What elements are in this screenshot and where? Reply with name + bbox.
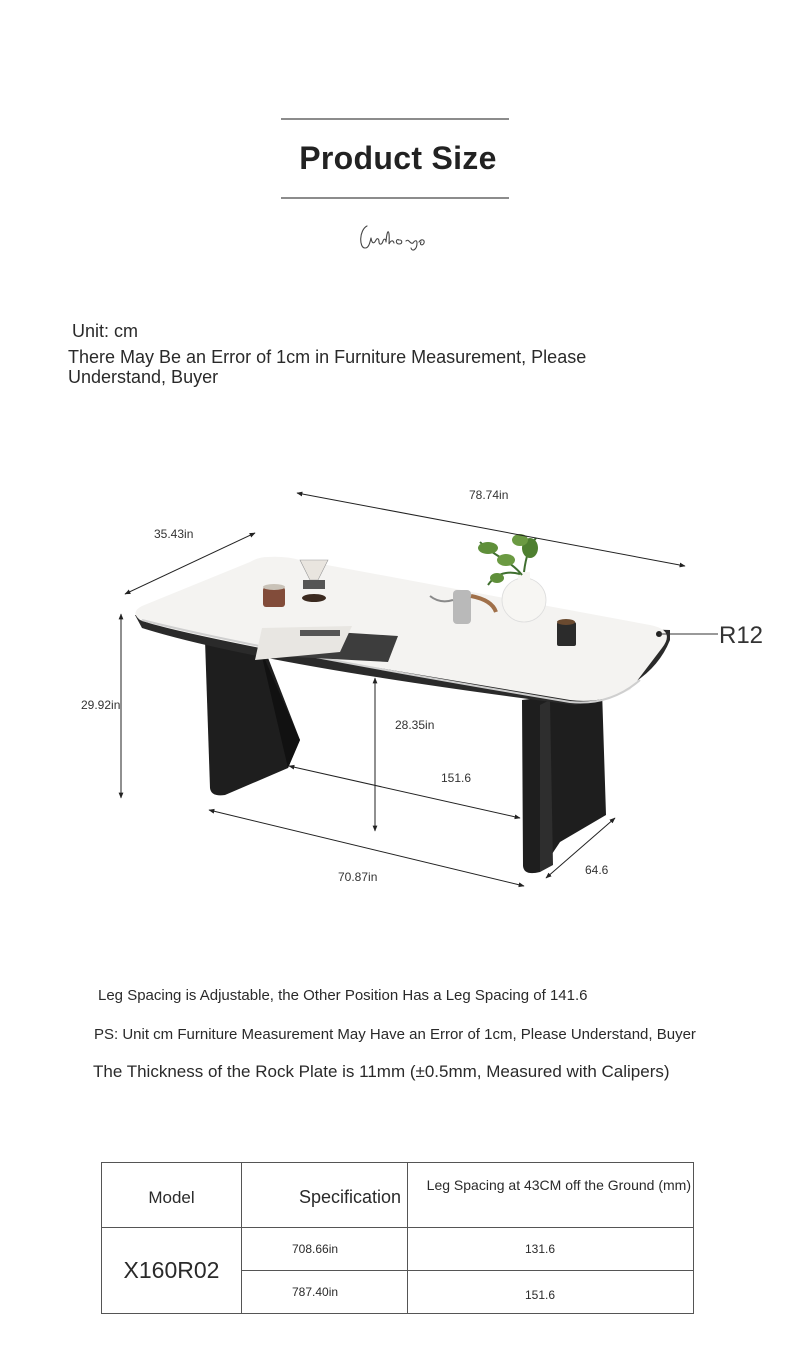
dim-base-length: 70.87in xyxy=(338,870,378,884)
dim-height: 29.92in xyxy=(81,698,121,712)
title-rule-top xyxy=(281,118,509,120)
spec-cell: 787.40in xyxy=(242,1271,408,1314)
title-rule-bottom xyxy=(281,197,509,199)
thickness-note: The Thickness of the Rock Plate is 11mm (±0.5mm, Measured with Calipers) xyxy=(93,1062,670,1081)
dim-leg-spacing: 151.6 xyxy=(441,771,472,785)
dim-corner-radius: R12 xyxy=(719,622,764,649)
table-diagram xyxy=(0,470,790,900)
table-header-row xyxy=(102,1163,694,1228)
dim-top-length: 78.74in xyxy=(469,488,509,502)
table-row xyxy=(102,1228,694,1271)
ps-note: PS: Unit cm Furniture Measurement May Have an Error of 1cm, Please Understand, Buyer xyxy=(94,1026,696,1043)
spec-table xyxy=(101,1162,694,1314)
measurement-note: There May Be an Error of 1cm in Furniture Measurement, Please Understand, Buyer xyxy=(68,347,587,387)
unit-label: Unit: cm xyxy=(72,321,139,341)
page-title: Product Size xyxy=(299,140,497,176)
dim-leg-height: 28.35in xyxy=(395,718,435,732)
dim-base-depth: 64.6 xyxy=(585,863,609,877)
dim-top-width: 35.43in xyxy=(154,527,194,541)
model-cell: X160R02 xyxy=(102,1228,242,1314)
leg-spacing-note: Leg Spacing is Adjustable, the Other Position Has a Leg Spacing of 141.6 xyxy=(98,987,588,1004)
spacing-cell: 131.6 xyxy=(408,1228,694,1271)
header-model: Model xyxy=(102,1163,242,1228)
script-subtitle xyxy=(355,218,435,261)
header-leg-spacing: Leg Spacing at 43CM off the Ground (mm) xyxy=(408,1163,694,1228)
header-specification: Specification xyxy=(242,1163,408,1228)
spacing-cell: 151.6 xyxy=(408,1271,694,1314)
spec-cell: 708.66in xyxy=(242,1228,408,1271)
